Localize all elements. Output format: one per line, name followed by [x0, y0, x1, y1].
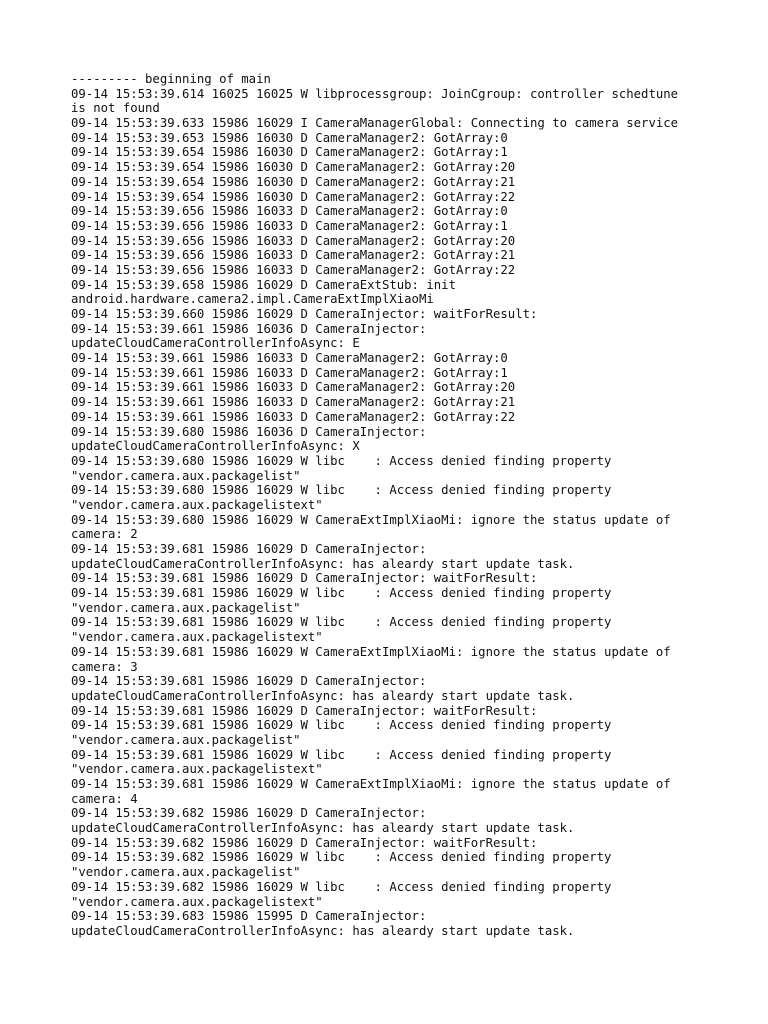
log-line: updateCloudCameraControllerInfoAsync: has aleardy start update task. — [71, 923, 575, 938]
log-line: 09-14 15:53:39.658 15986 16029 D CameraExtStub: init — [71, 277, 456, 292]
log-line: "vendor.camera.aux.packagelist" — [71, 732, 301, 747]
log-line: 09-14 15:53:39.661 15986 16033 D CameraManager2: GotArray:1 — [71, 365, 508, 380]
log-line: 09-14 15:53:39.680 15986 16029 W CameraExtImplXiaoMi: ignore the status update of — [71, 512, 671, 527]
log-line: 09-14 15:53:39.681 15986 16029 D CameraInjector: waitForResult: — [71, 703, 538, 718]
log-line: updateCloudCameraControllerInfoAsync: E — [71, 336, 360, 351]
log-line: 09-14 15:53:39.614 16025 16025 W libprocessgroup: JoinCgroup: controller schedtune — [71, 86, 679, 101]
log-line: 09-14 15:53:39.656 15986 16033 D CameraManager2: GotArray:1 — [71, 218, 508, 233]
log-line: android.hardware.camera2.impl.CameraExtImplXiaoMi — [71, 292, 434, 307]
log-line: "vendor.camera.aux.packagelistext" — [71, 894, 323, 909]
log-line: 09-14 15:53:39.681 15986 16029 W libc : Access denied finding property — [71, 747, 612, 762]
log-line: 09-14 15:53:39.683 15986 15995 D CameraInjector: — [71, 909, 427, 924]
log-line: 09-14 15:53:39.682 15986 16029 D CameraInjector: — [71, 806, 427, 821]
log-text — [71, 72, 711, 939]
log-line: 09-14 15:53:39.682 15986 16029 D CameraInjector: waitForResult: — [71, 835, 538, 850]
log-line: 09-14 15:53:39.661 15986 16036 D CameraInjector: — [71, 321, 427, 336]
log-line: 09-14 15:53:39.654 15986 16030 D CameraManager2: GotArray:22 — [71, 189, 516, 204]
log-line: updateCloudCameraControllerInfoAsync: has aleardy start update task. — [71, 821, 575, 836]
log-line: 09-14 15:53:39.661 15986 16033 D CameraManager2: GotArray:22 — [71, 409, 516, 424]
log-line: 09-14 15:53:39.653 15986 16030 D CameraManager2: GotArray:0 — [71, 130, 508, 145]
log-line: 09-14 15:53:39.682 15986 16029 W libc : Access denied finding property — [71, 879, 612, 894]
log-line: 09-14 15:53:39.682 15986 16029 W libc : Access denied finding property — [71, 850, 612, 865]
log-line: 09-14 15:53:39.680 15986 16029 W libc : Access denied finding property — [71, 483, 612, 498]
log-line: "vendor.camera.aux.packagelistext" — [71, 762, 323, 777]
log-line: 09-14 15:53:39.661 15986 16033 D CameraManager2: GotArray:0 — [71, 351, 508, 366]
log-line: 09-14 15:53:39.681 15986 16029 W libc : Access denied finding property — [71, 586, 612, 601]
log-line: 09-14 15:53:39.681 15986 16029 W CameraExtImplXiaoMi: ignore the status update of — [71, 644, 671, 659]
log-line: camera: 4 — [71, 791, 138, 806]
log-line: updateCloudCameraControllerInfoAsync: has aleardy start update task. — [71, 688, 575, 703]
log-line: 09-14 15:53:39.654 15986 16030 D CameraManager2: GotArray:1 — [71, 145, 508, 160]
log-line: updateCloudCameraControllerInfoAsync: X — [71, 439, 360, 454]
log-line: 09-14 15:53:39.656 15986 16033 D CameraManager2: GotArray:0 — [71, 204, 508, 219]
log-line: 09-14 15:53:39.654 15986 16030 D CameraManager2: GotArray:21 — [71, 174, 516, 189]
log-line: "vendor.camera.aux.packagelistext" — [71, 630, 323, 645]
log-line: 09-14 15:53:39.681 15986 16029 D CameraInjector: — [71, 542, 427, 556]
log-line: 09-14 15:53:39.680 15986 16036 D CameraInjector: — [71, 424, 427, 439]
log-line: "vendor.camera.aux.packagelistext" — [71, 497, 323, 512]
log-line: 09-14 15:53:39.661 15986 16033 D CameraManager2: GotArray:20 — [71, 380, 516, 395]
log-line: camera: 3 — [71, 659, 138, 674]
log-line: 09-14 15:53:39.681 15986 16029 W CameraExtImplXiaoMi: ignore the status update of — [71, 777, 671, 791]
log-line: 09-14 15:53:39.660 15986 16029 D CameraInjector: waitForResult: — [71, 307, 538, 321]
log-line: 09-14 15:53:39.656 15986 16033 D CameraManager2: GotArray:20 — [71, 233, 516, 248]
log-line: 09-14 15:53:39.633 15986 16029 I CameraManagerGlobal: Connecting to camera service — [71, 116, 679, 131]
log-line: is not found — [71, 101, 160, 116]
log-line: 09-14 15:53:39.681 15986 16029 W libc : Access denied finding property — [71, 718, 612, 733]
log-line: --------- beginning of main — [71, 72, 271, 86]
log-line: 09-14 15:53:39.661 15986 16033 D CameraManager2: GotArray:21 — [71, 395, 516, 410]
log-line: "vendor.camera.aux.packagelist" — [71, 468, 301, 483]
log-line: 09-14 15:53:39.681 15986 16029 D CameraInjector: — [71, 674, 427, 689]
log-line: 09-14 15:53:39.656 15986 16033 D CameraManager2: GotArray:21 — [71, 248, 516, 263]
log-line: 09-14 15:53:39.656 15986 16033 D CameraManager2: GotArray:22 — [71, 262, 516, 277]
log-line: "vendor.camera.aux.packagelist" — [71, 865, 301, 880]
log-line: 09-14 15:53:39.681 15986 16029 W libc : Access denied finding property — [71, 615, 612, 630]
log-line: 09-14 15:53:39.654 15986 16030 D CameraManager2: GotArray:20 — [71, 160, 516, 175]
log-line: 09-14 15:53:39.680 15986 16029 W libc : Access denied finding property — [71, 453, 612, 468]
log-line: updateCloudCameraControllerInfoAsync: has aleardy start update task. — [71, 556, 575, 571]
log-line: "vendor.camera.aux.packagelist" — [71, 600, 301, 615]
log-line: camera: 2 — [71, 527, 138, 542]
log-line: 09-14 15:53:39.681 15986 16029 D CameraInjector: waitForResult: — [71, 571, 538, 586]
